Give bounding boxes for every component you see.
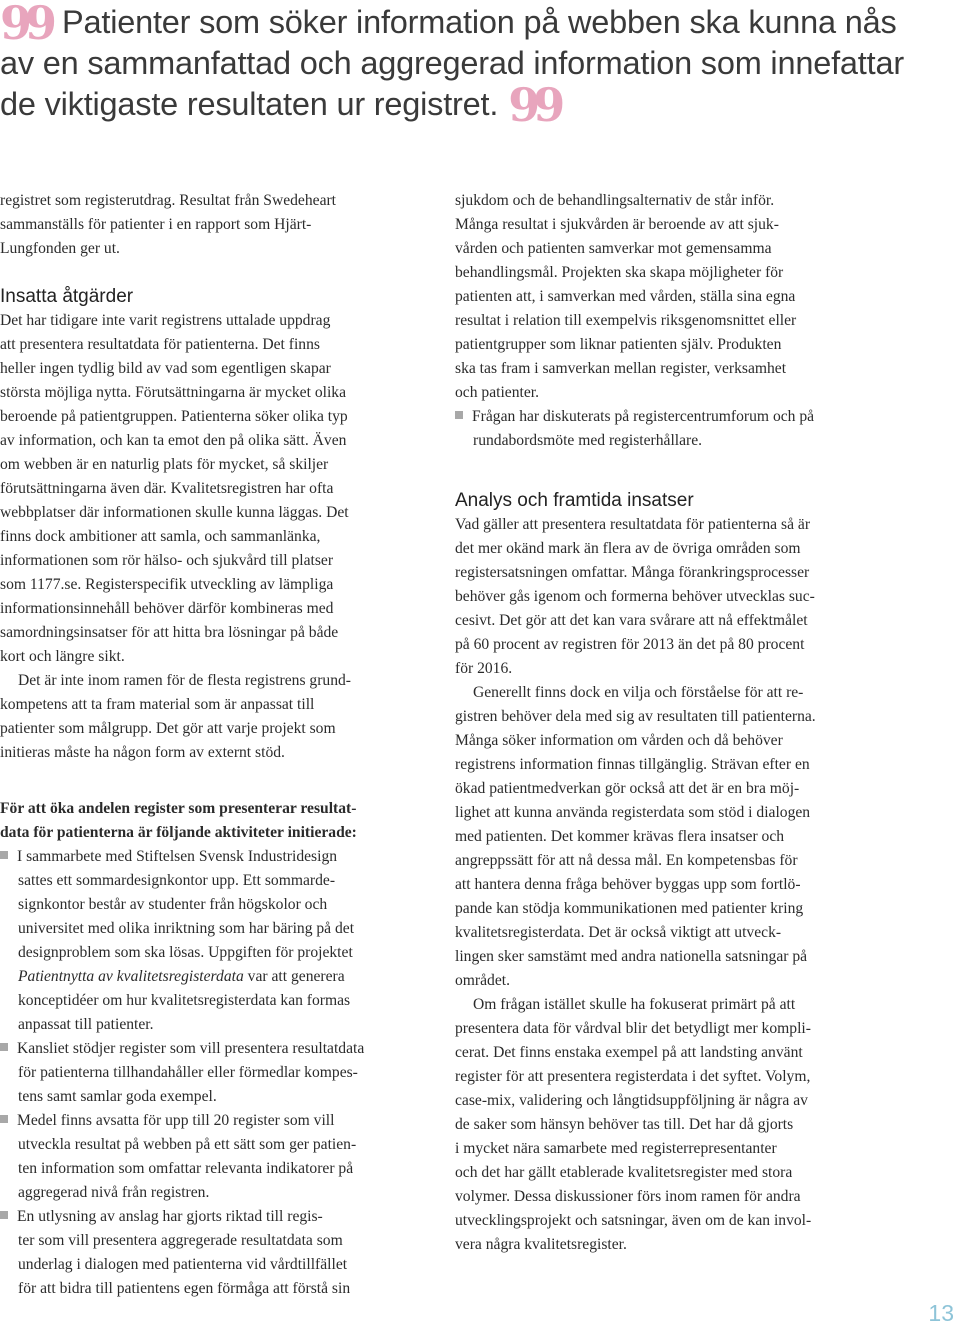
text-line: designproblem som ska lösas. Uppgiften för projektet (18, 944, 353, 961)
text-line: behöver gås igenom och formerna behöver utvecklas suc- (455, 588, 815, 605)
square-bullet-icon (0, 1115, 8, 1123)
text-line: cerat. Det finns enstaka exempel på att landsting använt (455, 1044, 803, 1061)
text-line: förutsättningarna även där. Kvalitetsregistren har ofta (0, 480, 334, 497)
pull-quote-line (0, 0, 950, 50)
bullet-item (0, 1109, 420, 1133)
bullet-text: En utlysning av anslag har gjorts riktad till regis- (17, 1208, 323, 1225)
bold-lead-line: data för patienterna är följande aktiviteter initierade: (0, 824, 357, 841)
pull-quote (0, 0, 950, 132)
text-line: vården och patienten samverkar mot gemensamma (455, 240, 772, 257)
text-line: case-mix, validering och långtidsuppföljning är några av (455, 1092, 808, 1109)
text-line: tens samt samlar goda exempel. (18, 1088, 217, 1105)
text-line: Vad gäller att presentera resultatdata för patienterna så är (455, 516, 811, 533)
right-column (455, 189, 875, 1257)
text-line: ter som vill presentera aggregerade resultatdata som (18, 1232, 343, 1249)
text-line: konceptidéer om hur kvalitetsregisterdata kan formas (18, 992, 351, 1009)
text-line: ska tas fram i samverkan mellan register, verksamhet (455, 360, 787, 377)
text-line: gistren behöver dela med sig av resultaten till patienterna. (455, 708, 816, 725)
text-line: presentera data för vårdval blir det betydligt mer kompli- (455, 1020, 811, 1037)
pull-quote-line: av en sammanfattad och aggregerad information som innefattar (0, 45, 904, 81)
bullet-item (0, 1205, 420, 1229)
project-name: Patientnytta av kvalitetsregisterdata (18, 968, 244, 985)
left-column (0, 189, 420, 1301)
text-line: för patienterna tillhandahåller eller förmedlar kompes- (18, 1064, 358, 1081)
text-line: samordningsinsatser för att hitta bra lösningar på både (0, 624, 339, 641)
bullet-item (0, 845, 420, 869)
text-line: ten information som omfattar relevanta indikatorer på (18, 1160, 354, 1177)
text-line: sammanställs för patienter i en rapport som Hjärt- (0, 216, 312, 233)
text-line: registersatsningen omfattar. Många förankringsprocesser (455, 564, 810, 581)
bullet-text: I sammarbete med Stiftelsen Svensk Industridesign (17, 848, 338, 865)
text-line: pande kan stödja kommunikationen med patienter kring (455, 900, 804, 917)
square-bullet-icon (455, 411, 463, 419)
text-line: största möjliga nytta. Förutsättningarna är mycket olika (0, 384, 347, 401)
section-heading-insatta-atgarder: Insatta åtgärder (0, 286, 134, 307)
text-line: beroende på patientgruppen. Patienterna söker olika typ (0, 408, 348, 425)
text-line: området. (455, 972, 510, 989)
close-quote-icon: 99 (508, 78, 559, 132)
text-line: och patienter. (455, 384, 539, 401)
text-line: webbplatser där informationen skulle kunna läggas. Det (0, 504, 349, 521)
text-line: för att bidra till patientens egen förmåga att förstå sin (18, 1280, 351, 1297)
bold-lead-line: För att öka andelen register som presenterar resultat- (0, 800, 357, 817)
bullet-text: Medel finns avsatta för upp till 20 register som vill (17, 1112, 335, 1129)
text-line: behandlingsmål. Projekten ska skapa möjligheter för (455, 264, 784, 281)
text-line: heller ingen tydlig bild av vad som egentligen skapar (0, 360, 331, 377)
text-line: patienter som målgrupp. Det gör att varje projekt som (0, 720, 336, 737)
spacer (0, 261, 420, 285)
text-line: utvecklingsprojekt och satsningar, även om de kan invol- (455, 1212, 812, 1229)
spacer (0, 765, 420, 797)
text-line: signkontor består av studenter från högskolor och (18, 896, 328, 913)
text-line: volymer. Dessa diskussioner förs inom ramen för andra (455, 1188, 801, 1205)
text-line: kvalitetsregisterdata. Det är också viktigt att utveck- (455, 924, 782, 941)
text-line: Det är inte inom ramen för de flesta registrens grund- (18, 672, 351, 689)
text-line: Många söker information om vården och då behöver (455, 732, 783, 749)
text-line: det mer okänd mark än flera av de övriga områden som (455, 540, 801, 557)
square-bullet-icon (0, 1211, 8, 1219)
text-line: sjukdom och de behandlingsalternativ de står inför. (455, 192, 775, 209)
text-line: de saker som hänsyn behöver tas till. Det har då gjorts (455, 1116, 794, 1133)
bullet-item (455, 405, 875, 429)
text-line: för 2016. (455, 660, 513, 677)
text-line: resultat i relation till exempelvis riksgenomsnittet eller (455, 312, 797, 329)
text-line: initieras måste ha någon form av externt stöd. (0, 744, 285, 761)
text-line: universitet med olika inriktning som har bäring på det (18, 920, 355, 937)
text-line: lighet att kunna använda registerdata som stöd i dialogen (455, 804, 811, 821)
text-line: anpassat till patienter. (18, 1016, 154, 1033)
text-line: aggregerad nivå från registren. (18, 1184, 210, 1201)
text-line: registrens information finnas tillgänglig. Strävan efter en (455, 756, 810, 773)
text-line: kort och längre sikt. (0, 648, 125, 665)
text-line: patientgrupper som liknar patienten själv. Produkten (455, 336, 782, 353)
text-line: angreppssätt för att nå dessa mål. En kompetensbas för (455, 852, 798, 869)
text-line: cesivt. Det gör att det kan vara svårare att nå effektmålet (455, 612, 808, 629)
bullet-text: Kansliet stödjer register som vill presentera resultatdata (17, 1040, 365, 1057)
open-quote-icon: 99 (0, 0, 51, 50)
spacer (455, 453, 875, 489)
text-line: underlag i dialogen med patienterna vid vårdtillfället (18, 1256, 348, 1273)
text-line: kompetens att ta fram material som är anpassat till (0, 696, 315, 713)
text-line: och det har gällt etablerade kvalitetsregister med stora (455, 1164, 793, 1181)
text-line: Det har tidigare inte varit registrens uttalade uppdrag (0, 312, 331, 329)
square-bullet-icon (0, 851, 8, 859)
text-line: Generellt finns dock en vilja och förståelse för att re- (473, 684, 804, 701)
text-line: vera några kvalitetsregister. (455, 1236, 627, 1253)
text-line: att presentera resultatdata för patienterna. Det finns (0, 336, 320, 353)
text-line: rundabordsmöte med registerhållare. (473, 432, 703, 449)
text-line: av information, och kan ta emot den på olika sätt. Även (0, 432, 347, 449)
text-line: informationen som rör hälso- och sjukvård till platser (0, 552, 334, 569)
square-bullet-icon (0, 1043, 8, 1051)
section-heading-analys: Analys och framtida insatser (455, 490, 694, 511)
bullet-text: Frågan har diskuterats på registercentrumforum och på (472, 408, 815, 425)
text-line: Lungfonden ger ut. (0, 240, 120, 257)
text-line: ökad patientmedverkan gör också att det är en bra möj- (455, 780, 800, 797)
text-line: på 60 procent av registren för 2013 än det på 80 procent (455, 636, 805, 653)
text-line: utveckla resultat på webben på ett sätt som ger patien- (18, 1136, 357, 1153)
text-line: att hantera denna fråga behöver byggas upp som fortlö- (455, 876, 801, 893)
text-line: informationsinnehåll behöver därför kombineras med (0, 600, 334, 617)
text-line: Många resultat i sjukvården är beroende av att sjuk- (455, 216, 779, 233)
text-line: register för att presentera registerdata i det syftet. Volym, (455, 1068, 811, 1085)
text-line: patienten att, i samverkan med vården, ställa sina egna (455, 288, 796, 305)
pull-quote-line (0, 78, 950, 132)
text-line: sattes ett sommardesignkontor upp. Ett sommarde- (18, 872, 336, 889)
pull-quote-text: de viktigaste resultaten ur registret. (0, 86, 499, 122)
page-number: 13 (928, 1300, 954, 1326)
pull-quote-text: Patienter som söker information på webben ska kunna nås (62, 4, 897, 40)
text-line: finns dock ambitioner att samla, och sammanlänka, (0, 528, 321, 545)
text-line: i mycket nära samarbete med registerrepresentanter (455, 1140, 777, 1157)
text-line: som 1177.se. Registerspecifik utveckling av lämpliga (0, 576, 334, 593)
text-fragment: var att generera (243, 968, 345, 985)
text-line: lingen sker samstämt med andra nationella satsningar på (455, 948, 808, 965)
text-line: registret som registerutdrag. Resultat från Swedeheart (0, 192, 337, 209)
text-line: om webben är en naturlig plats för mycket, så skiljer (0, 456, 329, 473)
text-line: Om frågan istället skulle ha fokuserat primärt på att (473, 996, 796, 1013)
text-line (0, 965, 420, 989)
text-line: med patienten. Det kommer krävas flera insatser och (455, 828, 785, 845)
bullet-item (0, 1037, 420, 1061)
